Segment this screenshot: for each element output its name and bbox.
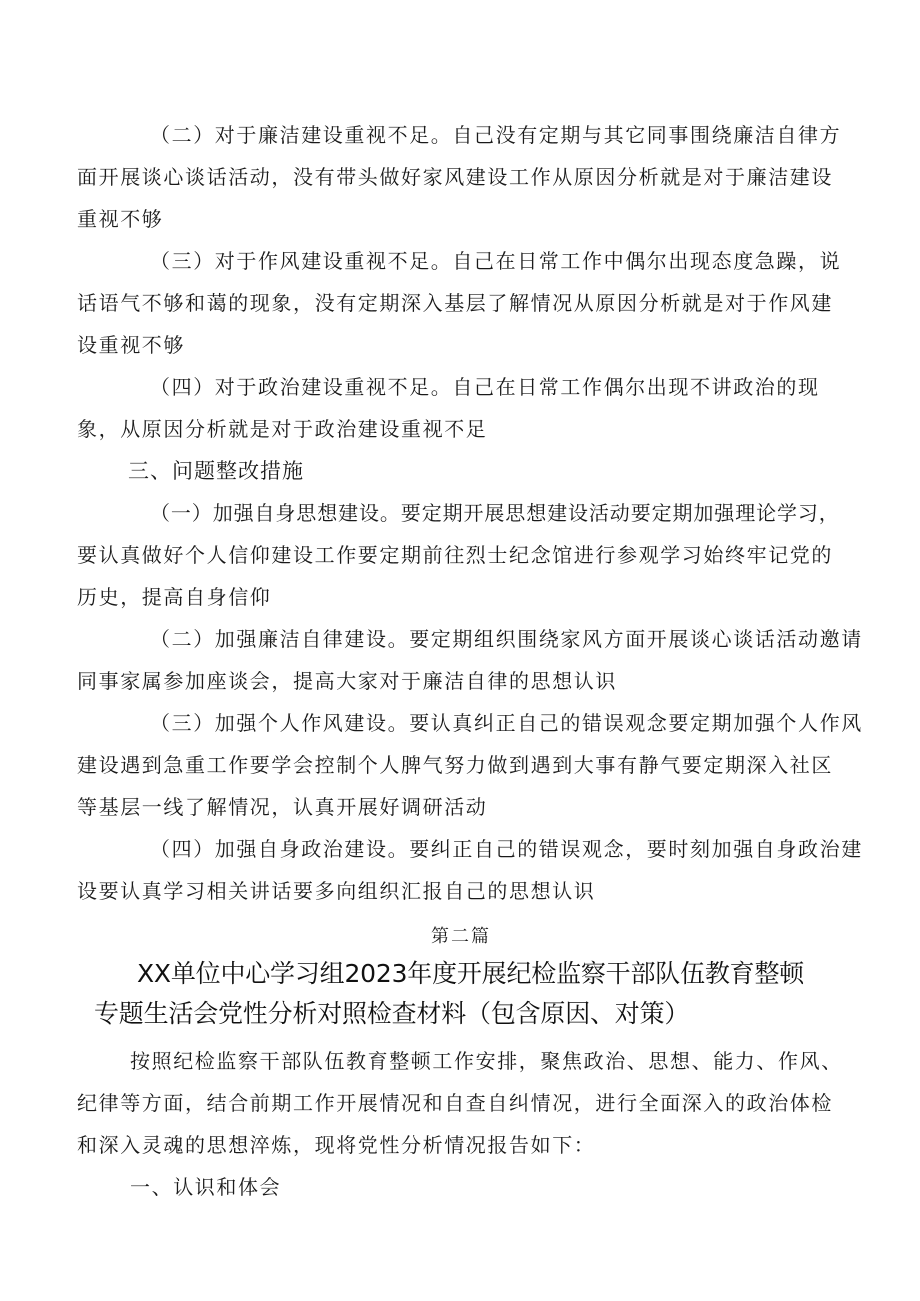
para-line: （四）加强自身政治建设。要纠正自己的错误观念，要时刻加强自身政治建 — [150, 837, 863, 861]
para-line: 等基层一线了解情况，认真开展好调研活动 — [77, 795, 488, 819]
section-heading: 一、认识和体会 — [130, 1175, 282, 1199]
para-line: （三）加强个人作风建设。要认真纠正自己的错误观念要定期加强个人作风 — [150, 711, 863, 735]
para-line: 设重视不够 — [77, 333, 185, 357]
para-line: （一）加强自身思想建设。要定期开展思想建设活动要定期加强理论学习， — [150, 501, 840, 525]
para-line: 纪律等方面，结合前期工作开展情况和自查自纠情况，进行全面深入的政治体检 — [77, 1091, 833, 1115]
document-title: 专题生活会党性分析对照检查材料（包含原因、对策） — [94, 999, 690, 1028]
para-line: 象，从原因分析就是对于政治建设重视不足 — [77, 417, 488, 441]
para-line: 历史，提高自身信仰 — [77, 585, 272, 609]
para-line: 话语气不够和蔼的现象，没有定期深入基层了解情况从原因分析就是对于作风建 — [77, 291, 833, 315]
para-line: （三）对于作风建设重视不足。自己在日常工作中偶尔出现态度急躁，说 — [150, 249, 842, 273]
para-line: （二）对于廉洁建设重视不足。自己没有定期与其它同事围绕廉洁自律方 — [150, 123, 842, 147]
para-line: 设要认真学习相关讲话要多向组织汇报自己的思想认识 — [77, 879, 596, 903]
para-line: 和深入灵魂的思想淬炼，现将党性分析情况报告如下： — [77, 1133, 596, 1157]
para-line: 要认真做好个人信仰建设工作要定期前往烈士纪念馆进行参观学习始终牢记党的 — [77, 543, 833, 567]
document-title: XX单位中心学习组2023年度开展纪检监察干部队伍教育整顿 — [137, 959, 805, 988]
para-line: 同事家属参加座谈会，提高大家对于廉洁自律的思想认识 — [77, 669, 617, 693]
para-line: 建设遇到急重工作要学会控制个人脾气努力做到遇到大事有静气要定期深入社区 — [77, 753, 833, 777]
part-label: 第二篇 — [431, 926, 491, 947]
section-heading: 三、问题整改措施 — [128, 459, 304, 483]
para-line: 按照纪检监察干部队伍教育整顿工作安排，聚焦政治、思想、能力、作风、 — [130, 1049, 843, 1073]
para-line: （二）加强廉洁自律建设。要定期组织围绕家风方面开展谈心谈话活动邀请 — [150, 627, 863, 651]
para-line: （四）对于政治建设重视不足。自己在日常工作偶尔出现不讲政治的现 — [150, 375, 820, 399]
para-line: 面开展谈心谈话活动，没有带头做好家风建设工作从原因分析就是对于廉洁建设 — [77, 165, 833, 189]
para-line: 重视不够 — [77, 207, 164, 231]
